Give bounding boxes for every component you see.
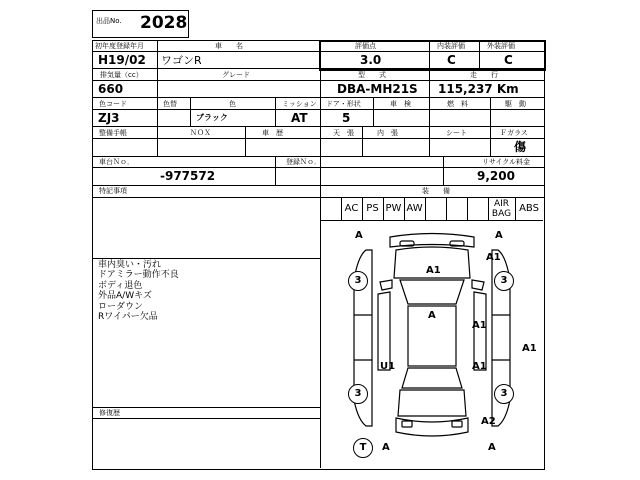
equip-col-line xyxy=(467,197,468,220)
grade-label: グレード xyxy=(222,71,250,79)
tailgate xyxy=(398,390,466,416)
row-line xyxy=(92,258,320,259)
seat-label: シート xyxy=(446,129,467,137)
manual-label: 整備手帳 xyxy=(99,129,127,137)
row-line xyxy=(92,418,320,419)
score-value: 3.0 xyxy=(360,53,382,67)
transmission-value: AT xyxy=(291,111,308,125)
equip-pw: PW xyxy=(385,203,402,214)
mark-door-rear-right: A1 xyxy=(472,361,487,372)
lot-number: 2028 xyxy=(140,13,188,33)
row-line xyxy=(92,97,544,98)
equipment-label: 装 備 xyxy=(422,187,450,195)
col-line xyxy=(479,40,480,68)
col-line xyxy=(275,97,276,126)
equip-airbag: AIR BAG xyxy=(491,199,512,219)
col-line xyxy=(362,126,363,156)
mirror-right xyxy=(472,280,484,290)
model-value: DBA-MH21S xyxy=(337,82,418,96)
col-line xyxy=(373,97,374,126)
taillight-right xyxy=(452,421,462,427)
col-line xyxy=(157,126,158,156)
remark-item: Rワイパー欠品 xyxy=(98,312,158,322)
car-name-label: 車 名 xyxy=(215,42,243,50)
door-shape-label: ドア・形状 xyxy=(326,100,361,108)
row-line xyxy=(92,185,544,186)
reg-year-label: 初年度登録年月 xyxy=(95,42,144,50)
mirror-left xyxy=(380,280,392,290)
interior-value: C xyxy=(447,53,456,67)
mileage-value: 115,237 Km xyxy=(438,82,519,96)
color-change-label: 色替 xyxy=(163,100,177,108)
f-glass-label: Ｆガラス xyxy=(500,129,528,137)
col-line xyxy=(429,40,430,68)
color-label: 色 xyxy=(229,100,236,108)
displacement-label: 排気量（cc） xyxy=(100,71,143,79)
door-shape-value: 5 xyxy=(342,111,351,125)
row-line xyxy=(92,197,544,198)
mileage-label: 走 行 xyxy=(470,71,498,79)
remark-item: ボディ退色 xyxy=(98,281,143,291)
car-name-value: ワゴンR xyxy=(161,54,202,67)
color-code-value: ZJ3 xyxy=(98,111,120,125)
mark-front-left-corner: A xyxy=(355,230,363,241)
col-line xyxy=(429,97,430,126)
mark-tire-spare: T xyxy=(353,438,373,458)
row-line xyxy=(92,407,320,408)
mark-rear-bumper-right: A xyxy=(488,442,496,453)
mark-front-fender-right: A1 xyxy=(486,252,501,263)
mark-wheel-front-right: 3 xyxy=(494,271,514,291)
equip-col-line xyxy=(425,197,426,220)
col-line xyxy=(157,68,158,97)
col-line xyxy=(320,97,321,126)
col-line xyxy=(320,126,321,156)
mark-rear-right: A2 xyxy=(481,416,496,427)
mark-door-rear-left: U1 xyxy=(380,361,396,372)
col-line xyxy=(490,97,491,126)
recycle-label: リサイクル料金 xyxy=(482,158,531,166)
drive-label: 駆 動 xyxy=(505,100,526,108)
col-line xyxy=(429,126,430,156)
row-line xyxy=(92,109,544,110)
row-line xyxy=(92,138,544,139)
mark-wheel-rear-left: 3 xyxy=(348,384,368,404)
transmission-label: ミッション xyxy=(282,100,317,108)
taillight-left xyxy=(402,421,412,427)
f-glass-value: 傷 xyxy=(514,140,527,154)
row-line xyxy=(92,126,544,127)
mark-wheel-front-left: 3 xyxy=(348,271,368,291)
remark-item: ローダウン xyxy=(98,302,144,312)
row-line xyxy=(92,167,544,168)
remark-item: 車内臭い・汚れ xyxy=(98,260,162,270)
fuel-label: 燃 料 xyxy=(447,100,468,108)
score-label: 評価点 xyxy=(355,42,376,50)
equip-col-line xyxy=(446,197,447,220)
reg-no-label: 登録Ｎｏ． xyxy=(286,158,321,166)
mark-roof: A xyxy=(428,310,436,321)
nox-label: ＮＯＸ xyxy=(190,129,211,137)
mark-rear-bumper-left: A xyxy=(382,442,390,453)
equip-abs: ABS xyxy=(519,203,539,214)
car-diagram xyxy=(320,220,544,468)
displacement-value: 660 xyxy=(98,82,124,96)
windshield xyxy=(400,280,464,304)
col-line xyxy=(157,40,158,68)
mark-front-right-corner: A xyxy=(495,230,503,241)
row-line xyxy=(92,156,544,157)
col-line xyxy=(157,97,158,126)
equip-ac: AC xyxy=(344,203,359,214)
notes-label: 特記事項 xyxy=(99,187,127,195)
col-line xyxy=(190,97,191,126)
col-line xyxy=(443,156,444,185)
color-code-label: 色コード xyxy=(99,100,127,108)
color-value: ブラック xyxy=(196,113,228,122)
mark-door-front-right: A1 xyxy=(472,320,487,331)
model-label: 型 式 xyxy=(358,71,386,79)
mark-wheel-rear-right: 3 xyxy=(494,384,514,404)
remark-item: 外品A/Wキズ xyxy=(98,291,152,301)
sunroof-label: 天 張 xyxy=(333,129,354,137)
equip-ps: PS xyxy=(366,203,379,214)
equip-aw: AW xyxy=(406,203,423,214)
chassis-label: 車台Ｎｏ． xyxy=(99,158,134,166)
col-line xyxy=(275,156,276,185)
col-line xyxy=(320,68,321,97)
rear-window xyxy=(402,368,462,388)
col-line xyxy=(245,126,246,156)
remark-item: ドアミラー動作不良 xyxy=(98,270,179,280)
mark-side-right: A1 xyxy=(522,343,537,354)
col-line xyxy=(490,126,491,156)
chassis-value: -977572 xyxy=(160,169,216,183)
col-line xyxy=(429,68,430,97)
front-bumper xyxy=(390,234,474,248)
history-label: 車 歴 xyxy=(262,129,283,137)
lot-number-label: 出品No. xyxy=(96,17,122,25)
exterior-label: 外装評価 xyxy=(487,42,515,50)
exterior-value: C xyxy=(504,53,513,67)
interior-label: 内装評価 xyxy=(437,42,465,50)
interior-roof-label: 内 張 xyxy=(377,129,398,137)
inspection-label: 車 検 xyxy=(390,100,411,108)
mark-hood: A1 xyxy=(426,265,441,276)
row-line xyxy=(92,80,544,81)
reg-year-value: H19/02 xyxy=(98,53,146,67)
repair-label: 修復歴 xyxy=(99,409,120,417)
recycle-value: 9,200 xyxy=(477,169,515,183)
